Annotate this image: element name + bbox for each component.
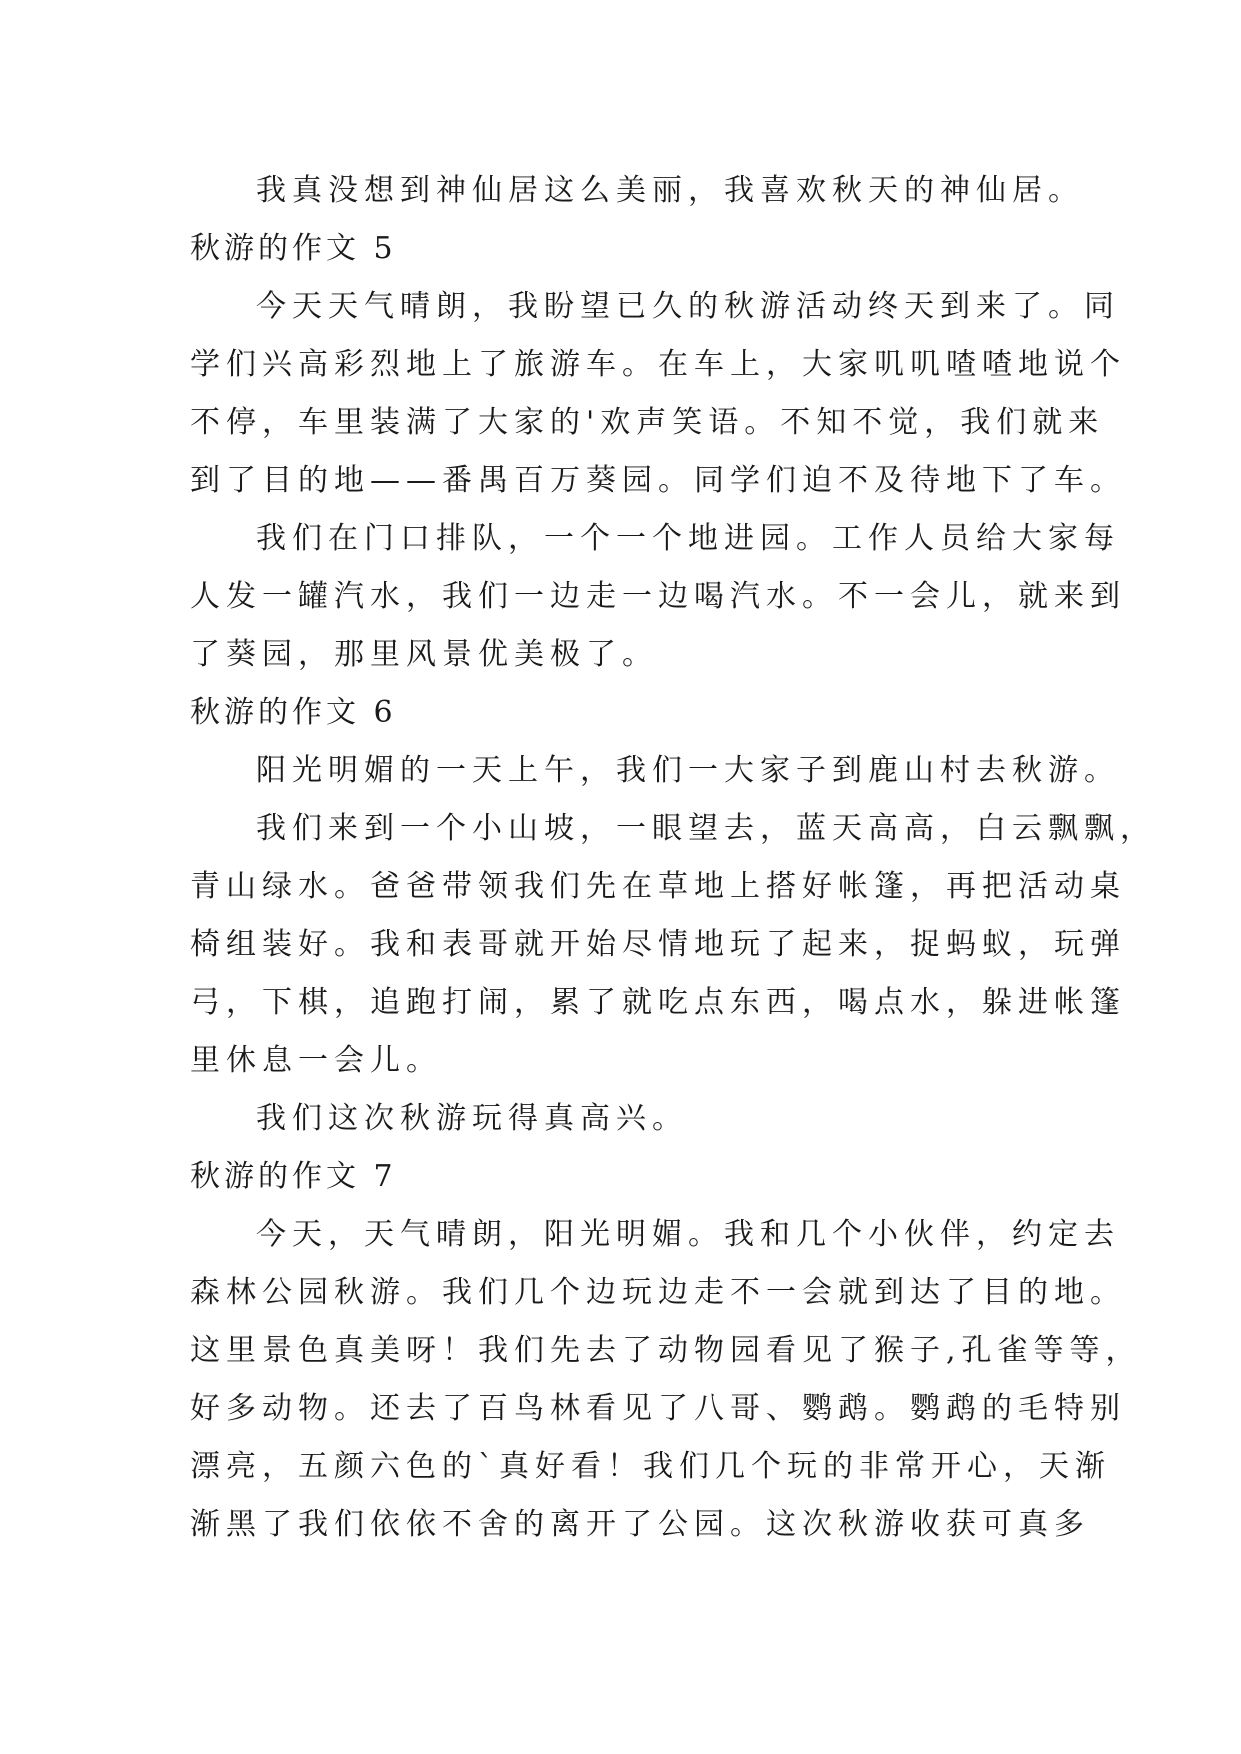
paragraph-line: 好多动物。还去了百鸟林看见了八哥、鹦鹉。鹦鹉的毛特别: [190, 1391, 1126, 1426]
paragraph-line: 我们这次秋游玩得真高兴。: [256, 1101, 688, 1136]
paragraph-line: 不停，车里装满了大家的'欢声笑语。不知不觉，我们就来: [190, 405, 1105, 440]
paragraph-line: 漂亮，五颜六色的`真好看！我们几个玩的非常开心，天渐: [190, 1449, 1111, 1484]
paragraph-line: 青山绿水。爸爸带领我们先在草地上搭好帐篷，再把活动桌: [190, 869, 1126, 904]
section-heading: 秋游的作文 5: [190, 231, 397, 266]
paragraph-line: 弓，下棋，追跑打闹，累了就吃点东西，喝点水，躲进帐篷: [190, 985, 1126, 1020]
paragraph-line: 里休息一会儿。: [190, 1043, 442, 1078]
paragraph-line: 我们来到一个小山坡，一眼望去，蓝天高高，白云飘飘，: [256, 811, 1156, 846]
paragraph-line: 学们兴高彩烈地上了旅游车。在车上，大家叽叽喳喳地说个: [190, 347, 1126, 382]
paragraph-line: 森林公园秋游。我们几个边玩边走不一会就到达了目的地。: [190, 1275, 1126, 1310]
paragraph-line: 今天天气晴朗，我盼望已久的秋游活动终天到来了。同: [256, 289, 1120, 324]
paragraph-line: 了葵园，那里风景优美极了。: [190, 637, 658, 672]
paragraph-line: 椅组装好。我和表哥就开始尽情地玩了起来，捉蚂蚁，玩弹: [190, 927, 1126, 962]
section-heading: 秋游的作文 7: [190, 1159, 397, 1194]
section-heading: 秋游的作文 6: [190, 695, 397, 730]
paragraph-line: 人发一罐汽水，我们一边走一边喝汽水。不一会儿，就来到: [190, 579, 1126, 614]
paragraph-line: 我真没想到神仙居这么美丽，我喜欢秋天的神仙居。: [256, 173, 1084, 208]
paragraph-line: 今天，天气晴朗，阳光明媚。我和几个小伙伴，约定去: [256, 1217, 1120, 1252]
paragraph-line: 到了目的地——番禺百万葵园。同学们迫不及待地下了车。: [190, 463, 1126, 498]
paragraph-line: 这里景色真美呀！我们先去了动物园看见了猴子,孔雀等等，: [190, 1333, 1142, 1368]
document-body: [190, 162, 1156, 1554]
paragraph-line: 我们在门口排队，一个一个地进园。工作人员给大家每: [256, 521, 1120, 556]
paragraph-line: 阳光明媚的一天上午，我们一大家子到鹿山村去秋游。: [256, 753, 1120, 788]
paragraph-line: 渐黑了我们依依不舍的离开了公园。这次秋游收获可真多: [190, 1507, 1090, 1542]
